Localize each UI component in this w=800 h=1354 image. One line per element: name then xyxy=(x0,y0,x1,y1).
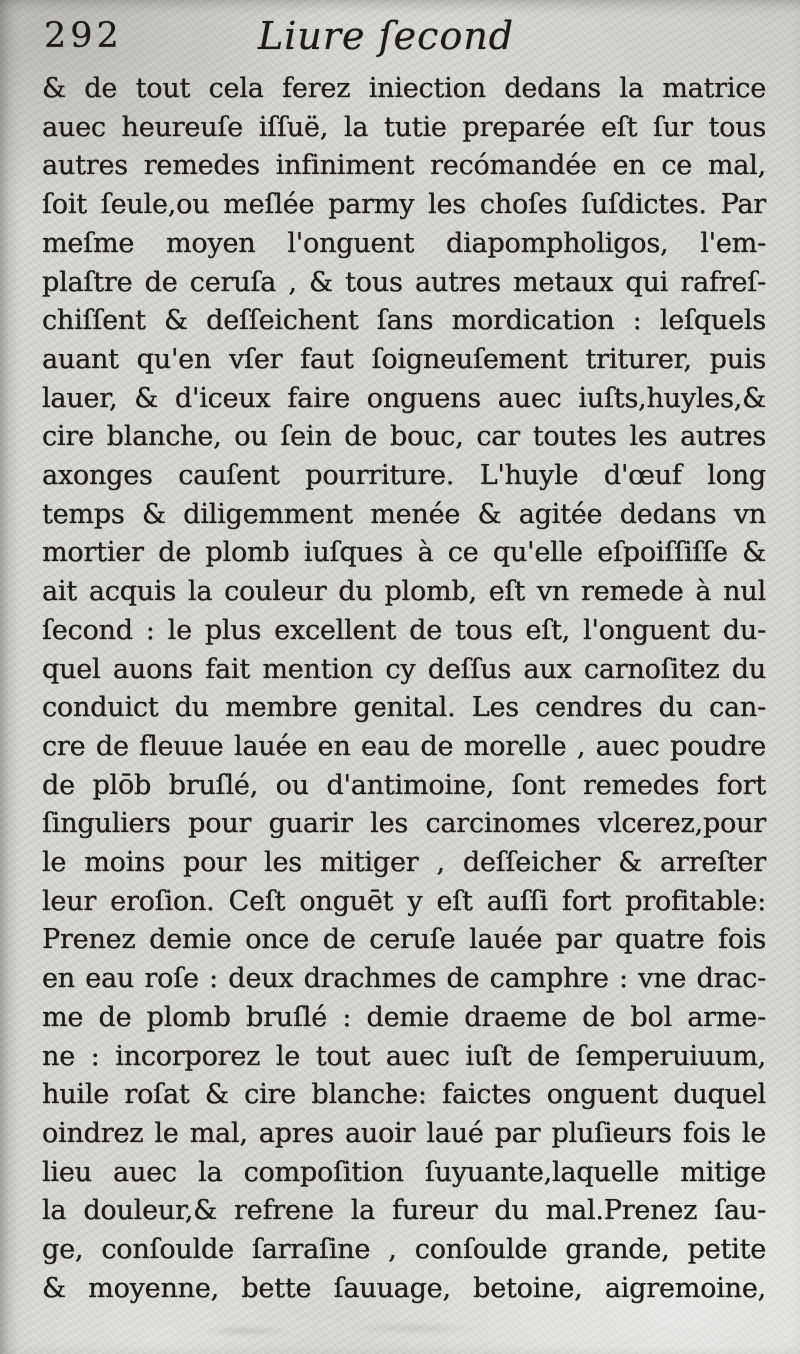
text-line: axonges cauſent pourriture. L'huyle d'œuf long xyxy=(42,460,766,492)
text-line: ſecond : le plus excellent de tous eſt, l'onguent du- xyxy=(42,614,766,646)
text-line: en eau roſe : deux drachmes de camphre : vne drac- xyxy=(42,963,766,995)
text-line: & moyenne, bette ſauuage, betoine, aigremoine, xyxy=(42,1272,766,1304)
running-title: Liure ſecond xyxy=(258,14,515,58)
text-line: plaſtre de ceruſa , & tous autres metaux qui rafreſ- xyxy=(42,266,766,298)
text-line: Prenez demie once de ceruſe lauée par quatre fois xyxy=(42,924,766,956)
text-line: conduict du membre genital. Les cendres du can- xyxy=(42,692,766,724)
page-number: 292 xyxy=(44,16,123,56)
text-line: oindrez le mal, apres auoir laué par pluſieurs fois le xyxy=(42,1117,766,1149)
text-line: auec heureuſe iſſuë, la tutie preparée eſt ſur tous xyxy=(42,111,766,143)
text-line: autres remedes infiniment recómandée en ce mal, xyxy=(42,150,766,182)
text-line: mortier de plomb iuſques à ce qu'elle eſpoiſſiſſe & xyxy=(42,537,766,569)
text-line: le moins pour les mitiger , deſſeicher & arreſter xyxy=(42,847,766,879)
text-line: ait acquis la couleur du plomb, eſt vn remede à nul xyxy=(42,576,766,608)
text-line: huile roſat & cire blanche: faictes onguent duquel xyxy=(42,1079,766,1111)
page-show-through xyxy=(120,1318,540,1344)
text-line: ſoit ſeule,ou meſlée parmy les choſes ſuſdictes. Par xyxy=(42,189,766,221)
text-line: cire blanche, ou ſein de bouc, car toutes les autres xyxy=(42,421,766,453)
text-line: de plōb bruſlé, ou d'antimoine, ſont remedes fort xyxy=(42,769,766,801)
text-line: cre de fleuue lauée en eau de morelle , auec poudre xyxy=(42,730,766,762)
page-header xyxy=(42,14,766,66)
text-line: & de tout cela ferez iniection dedans la matrice xyxy=(42,73,766,104)
text-line: chiſſent & deſſeichent ſans mordication : leſquels xyxy=(42,305,766,337)
text-line: la douleur,& refrene la fureur du mal.Prenez ſau- xyxy=(42,1195,766,1227)
text-line: quel auons fait mention cy deſſus aux carnoſitez du xyxy=(42,653,766,685)
text-line: me de plomb bruſlé : demie draeme de bol arme- xyxy=(42,1001,766,1033)
text-line: auant qu'en vſer faut ſoigneuſement triturer, puis xyxy=(42,343,766,375)
text-line: temps & diligemment menée & agitée dedans vn xyxy=(42,498,766,530)
text-line: ſinguliers pour guarir les carcinomes vlcerez,pour xyxy=(42,808,766,840)
text-line: meſme moyen l'onguent diapompholigos, l'em- xyxy=(42,227,766,259)
body-text xyxy=(42,70,766,1309)
text-line: ge, conſoulde ſarraſine , conſoulde grande, petite xyxy=(42,1234,766,1266)
text-line: leur eroſion. Ceſt onguēt y eſt auſſi fort profitable: xyxy=(42,885,766,917)
text-line: ne : incorporez le tout auec iuſt de ſemperuiuum, xyxy=(42,1040,766,1072)
text-line: lieu auec la compoſition ſuyuante,laquelle mitige xyxy=(42,1156,766,1188)
text-line: lauer, & d'iceux faire onguens auec iuſts,huyles,& xyxy=(42,382,766,414)
